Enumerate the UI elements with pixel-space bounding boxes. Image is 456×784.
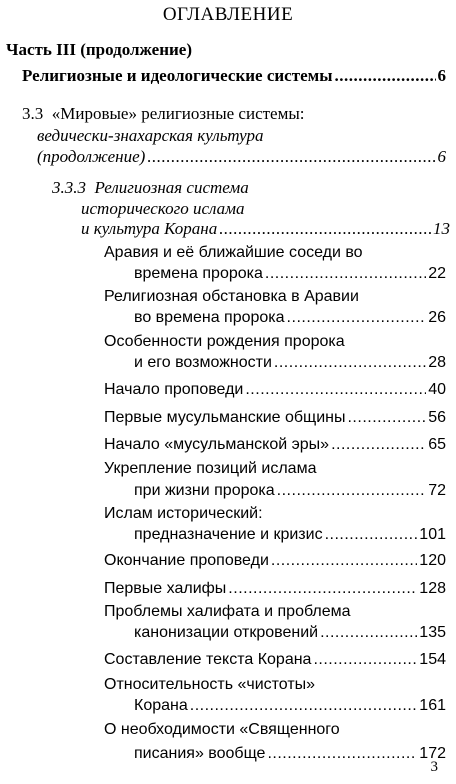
entry-text: канонизации откровений — [134, 624, 319, 641]
entry-text: Начало проповеди — [104, 381, 244, 398]
entry-page: 22 — [428, 265, 446, 282]
subsection-line2: исторического ислама — [81, 199, 245, 218]
entry-text: Первые халифы — [104, 580, 227, 597]
leader-dots — [331, 436, 426, 454]
leader-dots — [267, 745, 417, 763]
leader-dots — [277, 482, 427, 500]
toc-entry[interactable] — [104, 580, 446, 598]
entry-page: 65 — [428, 436, 446, 453]
entry-text: Составление текста Корана — [104, 651, 312, 668]
toc-entry[interactable] — [134, 354, 446, 372]
entry-text: Начало «мусульманской эры» — [104, 436, 330, 453]
entry-text: писания» вообще — [134, 745, 266, 762]
section-line2: ведически-знахарская культура — [37, 126, 264, 145]
entry-page: 72 — [428, 482, 446, 499]
leader-dots — [265, 265, 426, 283]
toc-entry[interactable] — [104, 381, 446, 399]
entry-page: 13 — [433, 219, 450, 238]
entry-page: 6 — [437, 66, 446, 85]
entry-line1: Аравия и её ближайшие соседи во — [104, 244, 363, 261]
page-title: ОГЛАВЛЕНИЕ — [162, 4, 294, 25]
entry-text: во времена пророка — [134, 309, 285, 326]
entry-line1: Религиозная обстановка в Аравии — [104, 288, 359, 305]
entry-text: времена пророка — [134, 265, 263, 282]
leader-dots — [320, 624, 417, 642]
section-line1: «Мировые» религиозные системы: — [51, 104, 305, 123]
subsection-number: 3.3.3 — [52, 178, 86, 197]
entry-text: Окончание проповеди — [104, 552, 269, 569]
toc-entry-section[interactable] — [37, 147, 446, 167]
entry-line1: Ислам исторический: — [104, 505, 263, 522]
entry-page: 154 — [419, 651, 446, 668]
entry-page: 161 — [419, 697, 446, 714]
leader-dots — [274, 354, 426, 372]
leader-dots — [245, 381, 426, 399]
leader-dots — [287, 309, 427, 327]
entry-page: 56 — [428, 409, 446, 426]
entry-text: при жизни пророка — [134, 482, 275, 499]
toc-entry-subsection[interactable] — [81, 219, 450, 239]
entry-page: 172 — [419, 745, 446, 762]
toc-entry[interactable] — [104, 436, 446, 454]
toc-entry[interactable] — [134, 309, 446, 327]
leader-dots — [219, 219, 431, 239]
entry-text: предназначение и кризис — [134, 526, 323, 543]
toc-entry[interactable] — [134, 265, 446, 283]
entry-page: 135 — [419, 624, 446, 641]
toc-entry[interactable] — [104, 651, 446, 669]
entry-line1: Укрепление позиций ислама — [104, 460, 317, 477]
leader-dots — [190, 697, 418, 715]
entry-page: 26 — [428, 309, 446, 326]
toc-entry[interactable] — [134, 697, 446, 715]
section-heading — [22, 104, 305, 124]
entry-page: 40 — [428, 381, 446, 398]
leader-dots — [334, 66, 435, 86]
leader-dots — [325, 526, 418, 544]
entry-page: 6 — [437, 147, 446, 166]
entry-line1: Особенности рождения пророка — [104, 333, 345, 350]
section-number: 3.3 — [22, 104, 44, 123]
toc-entry[interactable] — [134, 526, 446, 544]
entry-line1: Относительность «чистоты» — [104, 676, 316, 693]
entry-text: Первые мусульманские общины — [104, 409, 346, 426]
toc-entry[interactable] — [134, 624, 446, 642]
leader-dots — [228, 580, 417, 598]
entry-text: Религиозные и идеологические системы — [22, 66, 333, 85]
subsection-heading — [52, 178, 249, 198]
toc-entry[interactable] — [134, 745, 446, 763]
entry-page: 28 — [428, 354, 446, 371]
entry-line1: Проблемы халифата и проблема — [104, 603, 351, 620]
toc-entry[interactable] — [134, 482, 446, 500]
subsection-line3: и культура Корана — [81, 219, 218, 238]
leader-dots — [313, 651, 417, 669]
toc-entry[interactable] — [104, 552, 446, 570]
entry-page: 101 — [419, 526, 446, 543]
leader-dots — [147, 147, 435, 167]
entry-page: 120 — [419, 552, 446, 569]
toc-entry[interactable] — [104, 409, 446, 427]
section-line3: (продолжение) — [37, 147, 146, 166]
leader-dots — [271, 552, 417, 570]
entry-page: 128 — [419, 580, 446, 597]
entry-text: и его возможности — [134, 354, 272, 371]
entry-text: Корана — [134, 697, 188, 714]
subsection-line1: Религиозная система — [94, 178, 249, 197]
entry-line1: О необходимости «Священного — [104, 721, 340, 738]
toc-entry-part-subtitle[interactable] — [22, 66, 446, 86]
part-heading: Часть III (продолжение) — [6, 40, 192, 59]
leader-dots — [347, 409, 426, 427]
page-number: 3 — [430, 759, 438, 775]
